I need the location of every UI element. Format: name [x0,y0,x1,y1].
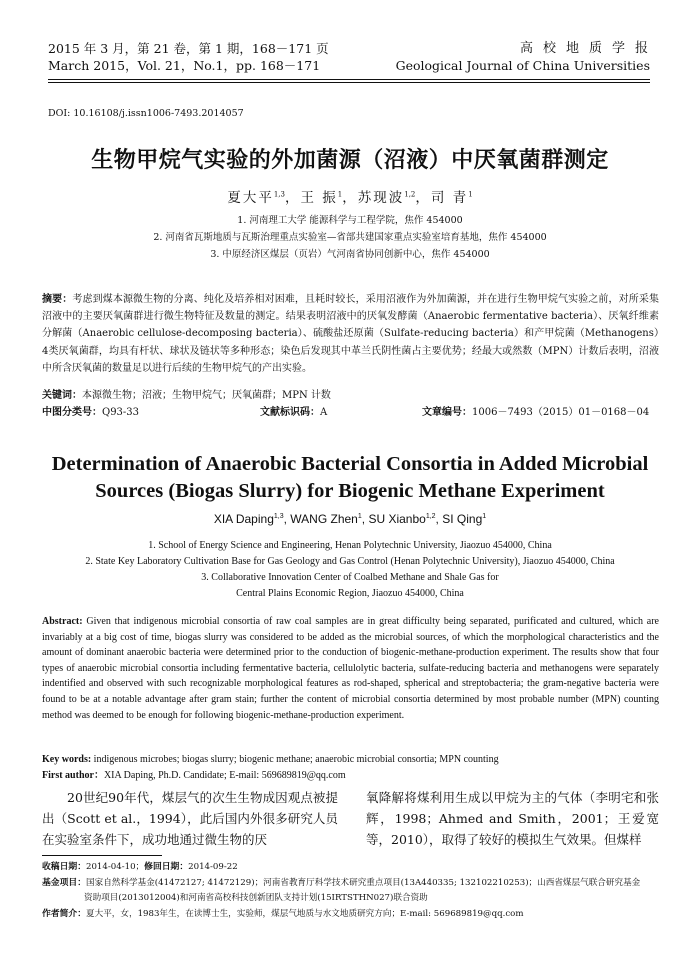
affiliation-en-2: 2. State Key Laboratory Cultivation Base for Gas Geology and Gas Control (Henan Polytechnic University), Jiaozuo 454000, China [85,556,615,567]
body-column-left: 20世纪90年代，煤层气的次生生物成因观点被提出（Scott et al.，1994），此后国内外很多研究人员在实验室条件下，成功地通过微生物的厌 [42,790,338,847]
clc-number: 中图分类号：Q93-33 [42,407,140,418]
header-rule-thin [48,82,650,83]
author-en-1: XIA Daping$^{1,3}$ [213,512,284,526]
journal-name-en: Geological Journal of China Universities [395,58,650,73]
affiliation-cn-3: 3. 中原经济区煤层（页岩）气河南省协同创新中心，焦作 454000 [210,249,490,260]
title-cn: 生物甲烷气实验的外加菌源（沼液）中厌氧菌群测定 [91,148,609,173]
author-cn-1: 夏大平$^{1,3}$ [227,190,285,206]
affiliation-cn-2: 2. 河南省瓦斯地质与瓦斯治理重点实验室—省部共建国家重点实验室培育基地，焦作 454000 [153,232,547,243]
article-number: 文章编号：1006－7493（2015）01－0168－04 [422,407,650,418]
header-citation-cn: 2015 年 3 月，第 21 卷，第 1 期，168－171 页 [48,41,329,56]
journal-name-cn: 高校地质学报 [519,41,658,56]
abstract-en-label: Abstract: [42,616,83,627]
doi[interactable]: DOI: 10.16108/j.issn1006-7493.2014057 [48,108,244,119]
first-author-en [42,768,659,783]
footnote-fund-cont: 资助项目(2013012004)和河南省高校科技创新团队支持计划(15IRTSTHN027)联合资助 [84,893,428,903]
authors-cn: 夏大平$^{1,3}$，王 振$^1$，苏现波$^{1,2}$，司 青$^1$ [227,190,473,206]
affiliations-cn [0,212,700,263]
keywords-en [42,752,659,767]
first-author-text: XIA Daping, Ph.D. Candidate; E-mail: 569689819@qq.com [103,770,346,781]
affiliation-en-3-cont: Central Plains Economic Region, Jiaozuo 454000, China [236,588,464,599]
footnote-dates: 收稿日期：2014-04-10；修回日期：2014-09-22 [42,862,238,872]
affiliation-cn-1: 1. 河南理工大学 能源科学与工程学院，焦作 454000 [237,215,463,226]
document-code: 文献标识码：A [260,407,328,418]
running-header-left [48,40,329,74]
abstract-en [42,614,659,723]
author-cn-4: 司 青$^1$ [430,190,473,206]
footnote-author: 作者简介：夏大平，女，1983年生，在读博士生，实验师，煤层气地质与水文地质研究方向；E-mail: 569689819@qq.com [42,908,524,919]
author-en-4: SI Qing$^1$ [442,512,487,526]
footnote-fund: 基金项目：国家自然科学基金(41472127; 41472129)；河南省教育厅科学技术研究重点项目(13A440335; 132102210253)；山西省煤层气联合研究基金 [42,877,641,888]
title-en: Determination of Anaerobic Bacterial Consortia in Added Microbial Sources (Biogas Slurry) for Biogenic Methane Experiment [51,453,649,502]
running-header-right [395,40,658,74]
author-en-2: WANG Zhen$^1$ [290,512,362,526]
header-citation-en: March 2015，Vol. 21，No.1，pp. 168－171 [48,58,321,73]
footnotes [42,860,659,922]
affiliation-en-3: 3. Collaborative Innovation Center of Coalbed Methane and Shale Gas for [201,572,499,583]
keywords-cn-label: 关键词： [42,390,82,401]
affiliations-en [0,538,700,602]
keywords-en-text: indigenous microbes; biogas slurry; biogenic methane; anaerobic microbial consortia; MPN counting [93,754,499,765]
keywords-en-label: Key words: [42,754,92,765]
header-rule-thick [48,79,650,80]
abstract-cn-label: 摘要： [42,294,73,305]
authors-en: XIA Daping$^{1,3}$, WANG Zhen$^1$, SU Xianbo$^{1,2}$, SI Qing$^1$ [213,512,487,526]
affiliation-en-1: 1. School of Energy Science and Engineering, Henan Polytechnic University, Jiaozuo 454000, China [148,540,552,551]
author-cn-2: 王 振$^1$ [300,190,343,206]
author-cn-3: 苏现波$^{1,2}$ [357,190,416,206]
author-en-3: SU Xianbo$^{1,2}$ [368,512,436,526]
keywords-cn-text: 本源微生物；沼液；生物甲烷气；厌氧菌群；MPN 计数 [82,390,331,401]
first-author-label: First author： [42,770,104,781]
abstract-cn-text: 考虑到煤本源微生物的分离、纯化及培养相对困难，且耗时较长，采用沼液作为外加菌源，并在进行生物甲烷气实验之前，对所采集沼液中的主要厌氧菌群进行微生物特征及数量的测定。结果表明沼液中的厌氧发酵菌（Anaerobic fermentative bacteria）、厌氧纤维素分解菌（Anaerobic cellulose-decomposing bacteria）、硫酸盐还原菌（Sulfate-reducing bacteria）和产甲烷菌（Methanogens）4类厌氧菌群，均具有杆状、球状及链状等多种形态；染色后发现其中革兰氏阴性菌占主要优势；经最大或然数（MPN）计数后表明，沼液中所含厌氧菌的数量足以进行后续的生物甲烷气的产出实验。 [42,294,660,374]
abstract-cn [42,291,659,377]
body-column-right: 氧降解将煤利用生成以甲烷为主的气体（李明宅和张辉，1998；Ahmed and Smith，2001；王爱宽等，2010），取得了较好的模拟生气效果。但煤样 [366,790,659,847]
footnote-rule [42,855,162,856]
keywords-cn [42,388,659,404]
abstract-en-text: Given that indigenous microbial consortia of raw coal samples are in great difficulty being separated, purificated and cultured, which are invariably at a big cost of time, biogas slurry was considered to be added as the microbial sources, of which the morphological characteristics and the amount of dominant anaerobic bacteria were determined prior to the conduction of biogenic-methane-production experiment. The results show that four types of anaerobic microbial consortia including fermentative bacteria, cellulolytic bacteria, sulfate-reducing bacteria and methanogens were separately indentified and observed with such recognizable morphological features as rod-shaped, spherical and streptobacteria; the gram-negative bacteria were found to be at a notable advantage after gram stain; further the content of microbial consortia determined by most probable number (MPN) counting method was deemed to be enough for following biogenic-methane-production experiment. [42,616,659,721]
